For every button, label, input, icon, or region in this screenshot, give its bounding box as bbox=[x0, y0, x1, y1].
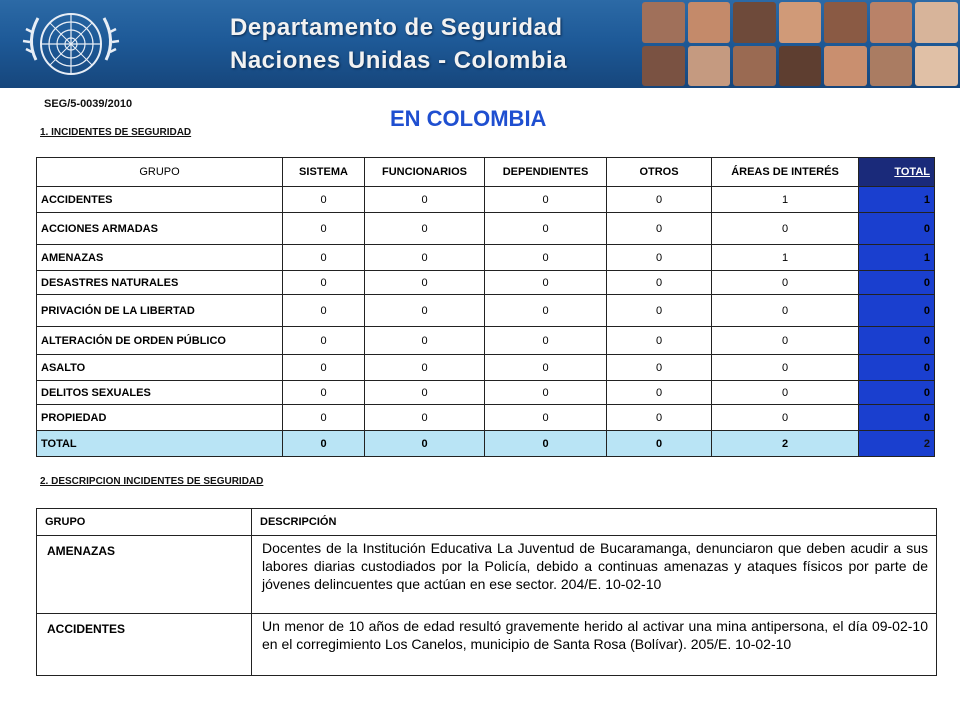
value-cell: 0 bbox=[712, 327, 859, 355]
descriptions-table bbox=[36, 508, 937, 676]
value-cell: 0 bbox=[485, 271, 607, 295]
total-cell: 1 bbox=[859, 245, 935, 271]
group-cell: ACCIDENTES bbox=[37, 187, 283, 213]
value-cell: 0 bbox=[607, 405, 712, 431]
group-cell: PRIVACIÓN DE LA LIBERTAD bbox=[37, 295, 283, 327]
table-header-row bbox=[37, 158, 935, 187]
group-cell: DELITOS SEXUALES bbox=[37, 381, 283, 405]
value-cell: 0 bbox=[607, 381, 712, 405]
banner-title-line2: Naciones Unidas - Colombia bbox=[230, 47, 568, 74]
value-cell: 0 bbox=[365, 327, 485, 355]
value-cell: 0 bbox=[712, 295, 859, 327]
group-cell: PROPIEDAD bbox=[37, 405, 283, 431]
table-row bbox=[37, 187, 935, 213]
total-row bbox=[37, 431, 935, 457]
value-cell: 0 bbox=[607, 187, 712, 213]
table-row bbox=[37, 295, 935, 327]
value-cell: 0 bbox=[365, 431, 485, 457]
photo-collage bbox=[640, 0, 960, 88]
section1-heading: 1. INCIDENTES DE SEGURIDAD bbox=[40, 127, 192, 138]
total-cell: 0 bbox=[859, 405, 935, 431]
value-cell: 0 bbox=[365, 187, 485, 213]
document-reference: SEG/5-0039/2010 bbox=[44, 98, 133, 110]
banner-title-line1: Departamento de Seguridad bbox=[230, 14, 563, 41]
total-cell: 0 bbox=[859, 327, 935, 355]
value-cell: 2 bbox=[712, 431, 859, 457]
value-cell: 0 bbox=[712, 213, 859, 245]
value-cell: 0 bbox=[485, 355, 607, 381]
value-cell: 0 bbox=[607, 327, 712, 355]
value-cell: 0 bbox=[485, 245, 607, 271]
group-cell: DESASTRES NATURALES bbox=[37, 271, 283, 295]
value-cell: 0 bbox=[485, 381, 607, 405]
header-banner bbox=[0, 0, 960, 88]
value-cell: 0 bbox=[607, 213, 712, 245]
value-cell: 0 bbox=[365, 355, 485, 381]
total-cell: 1 bbox=[859, 187, 935, 213]
table-header-row bbox=[37, 509, 937, 536]
value-cell: 0 bbox=[283, 187, 365, 213]
value-cell: 0 bbox=[712, 381, 859, 405]
value-cell: 0 bbox=[283, 355, 365, 381]
value-cell: 0 bbox=[607, 295, 712, 327]
value-cell: 0 bbox=[485, 327, 607, 355]
value-cell: 0 bbox=[283, 271, 365, 295]
table-row bbox=[37, 614, 937, 676]
column-header: SISTEMA bbox=[283, 158, 365, 187]
column-header: FUNCIONARIOS bbox=[365, 158, 485, 187]
value-cell: 0 bbox=[712, 271, 859, 295]
value-cell: 0 bbox=[283, 327, 365, 355]
description-cell: Docentes de la Institución Educativa La Juventud de Bucaramanga, denunciaron que deben acudir a sus labores diarias custodiados por la Policía, debido a continuas amenazas y ataques físicos por parte de jóvenes delincuentes que actúan en ese sector. 204/E. 10-02-10 bbox=[252, 536, 937, 614]
value-cell: 0 bbox=[485, 213, 607, 245]
value-cell: 0 bbox=[607, 271, 712, 295]
table-row bbox=[37, 381, 935, 405]
value-cell: 0 bbox=[283, 405, 365, 431]
total-cell: 0 bbox=[859, 213, 935, 245]
column-header: ÁREAS DE INTERÉS bbox=[712, 158, 859, 187]
value-cell: 0 bbox=[365, 381, 485, 405]
total-cell: 2 bbox=[859, 431, 935, 457]
group-cell: ASALTO bbox=[37, 355, 283, 381]
table-row bbox=[37, 355, 935, 381]
group-cell: ACCIONES ARMADAS bbox=[37, 213, 283, 245]
value-cell: 0 bbox=[485, 431, 607, 457]
total-cell: 0 bbox=[859, 271, 935, 295]
value-cell: 0 bbox=[607, 355, 712, 381]
column-header-total: TOTAL bbox=[859, 158, 935, 187]
value-cell: 0 bbox=[283, 381, 365, 405]
table-row bbox=[37, 327, 935, 355]
page-title: EN COLOMBIA bbox=[390, 106, 547, 131]
value-cell: 0 bbox=[365, 245, 485, 271]
value-cell: 0 bbox=[283, 431, 365, 457]
description-cell: Un menor de 10 años de edad resultó gravemente herido al activar una mina antipersona, el día 09-02-10 en el corregimiento Los Canelos, municipio de Santa Rosa (Bolívar). 205/E. 10-02-10 bbox=[252, 614, 937, 676]
column-header: GRUPO bbox=[37, 509, 252, 536]
value-cell: 0 bbox=[485, 295, 607, 327]
value-cell: 0 bbox=[607, 245, 712, 271]
total-cell: 0 bbox=[859, 355, 935, 381]
value-cell: 0 bbox=[365, 295, 485, 327]
incidents-table bbox=[36, 157, 935, 457]
value-cell: 0 bbox=[485, 405, 607, 431]
group-cell: ALTERACIÓN DE ORDEN PÚBLICO bbox=[37, 327, 283, 355]
column-header: DESCRIPCIÓN bbox=[252, 509, 937, 536]
column-header: DEPENDIENTES bbox=[485, 158, 607, 187]
group-cell: ACCIDENTES bbox=[37, 614, 252, 676]
value-cell: 0 bbox=[712, 405, 859, 431]
value-cell: 0 bbox=[485, 187, 607, 213]
value-cell: 0 bbox=[283, 213, 365, 245]
value-cell: 0 bbox=[283, 295, 365, 327]
value-cell: 0 bbox=[365, 213, 485, 245]
un-emblem-icon bbox=[6, 0, 136, 88]
value-cell: 0 bbox=[365, 271, 485, 295]
column-header: GRUPO bbox=[37, 158, 283, 187]
table-row bbox=[37, 213, 935, 245]
value-cell: 1 bbox=[712, 187, 859, 213]
value-cell: 0 bbox=[283, 245, 365, 271]
column-header: OTROS bbox=[607, 158, 712, 187]
total-cell: 0 bbox=[859, 381, 935, 405]
section2-heading: 2. DESCRIPCION INCIDENTES DE SEGURIDAD bbox=[40, 476, 264, 487]
total-cell: 0 bbox=[859, 295, 935, 327]
value-cell: 0 bbox=[712, 355, 859, 381]
group-cell: AMENAZAS bbox=[37, 245, 283, 271]
value-cell: 0 bbox=[365, 405, 485, 431]
value-cell: 1 bbox=[712, 245, 859, 271]
table-row bbox=[37, 271, 935, 295]
group-cell: AMENAZAS bbox=[37, 536, 252, 614]
group-cell: TOTAL bbox=[37, 431, 283, 457]
value-cell: 0 bbox=[607, 431, 712, 457]
table-row bbox=[37, 245, 935, 271]
table-row bbox=[37, 536, 937, 614]
table-row bbox=[37, 405, 935, 431]
